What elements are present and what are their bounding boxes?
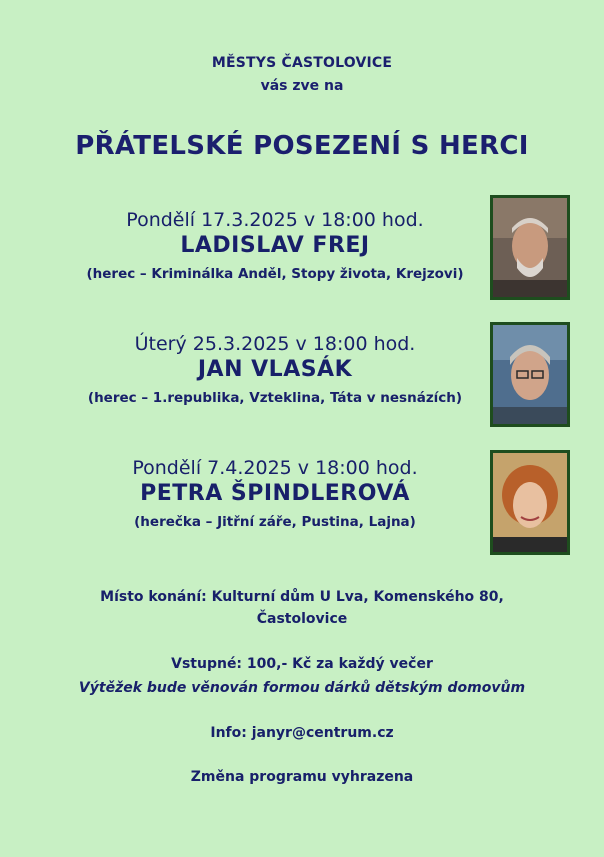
actor-description: (herečka – Jitřní záře, Pustina, Lajna) — [134, 514, 416, 530]
contact-info: Info: janyr@centrum.cz — [210, 725, 394, 741]
admission-fee: Vstupné: 100,- Kč za každý večer — [171, 656, 433, 672]
actor-description: (herec – 1.republika, Vzteklina, Táta v nesnázích) — [87, 390, 463, 406]
program-change-note: Změna programu vyhrazena — [190, 769, 414, 785]
event-date: Úterý 25.3.2025 v 18:00 hod. — [134, 333, 416, 355]
page-title: PŘÁTELSKÉ POSEZENÍ S HERCI — [75, 131, 529, 161]
actor-name: JAN VLASÁK — [197, 357, 353, 382]
actor-photo-1 — [490, 195, 570, 300]
venue-line-2: Častolovice — [256, 611, 348, 627]
event-date: Pondělí 17.3.2025 v 18:00 hod. — [126, 209, 424, 231]
invite-text: vás zve na — [260, 78, 344, 94]
actor-name: PETRA ŠPINDLEROVÁ — [140, 481, 410, 506]
event-3 — [60, 456, 490, 533]
event-date: Pondělí 7.4.2025 v 18:00 hod. — [132, 457, 418, 479]
actor-photo-2 — [490, 322, 570, 427]
proceeds-note: Výtěžek bude věnován formou dárků dětským domovům — [78, 680, 526, 696]
portrait-image — [493, 325, 567, 424]
event-2 — [60, 332, 490, 409]
organizer: MĚSTYS ČASTOLOVICE — [211, 55, 393, 71]
event-1 — [60, 208, 490, 285]
actor-name: LADISLAV FREJ — [180, 233, 370, 258]
venue-line-1: Místo konání: Kulturní dům U Lva, Komenského 80, — [100, 589, 504, 605]
actor-photo-3 — [490, 450, 570, 555]
portrait-image — [493, 453, 567, 552]
actor-description: (herec – Kriminálka Anděl, Stopy života, Krejzovi) — [86, 266, 464, 282]
portrait-image — [493, 198, 567, 297]
